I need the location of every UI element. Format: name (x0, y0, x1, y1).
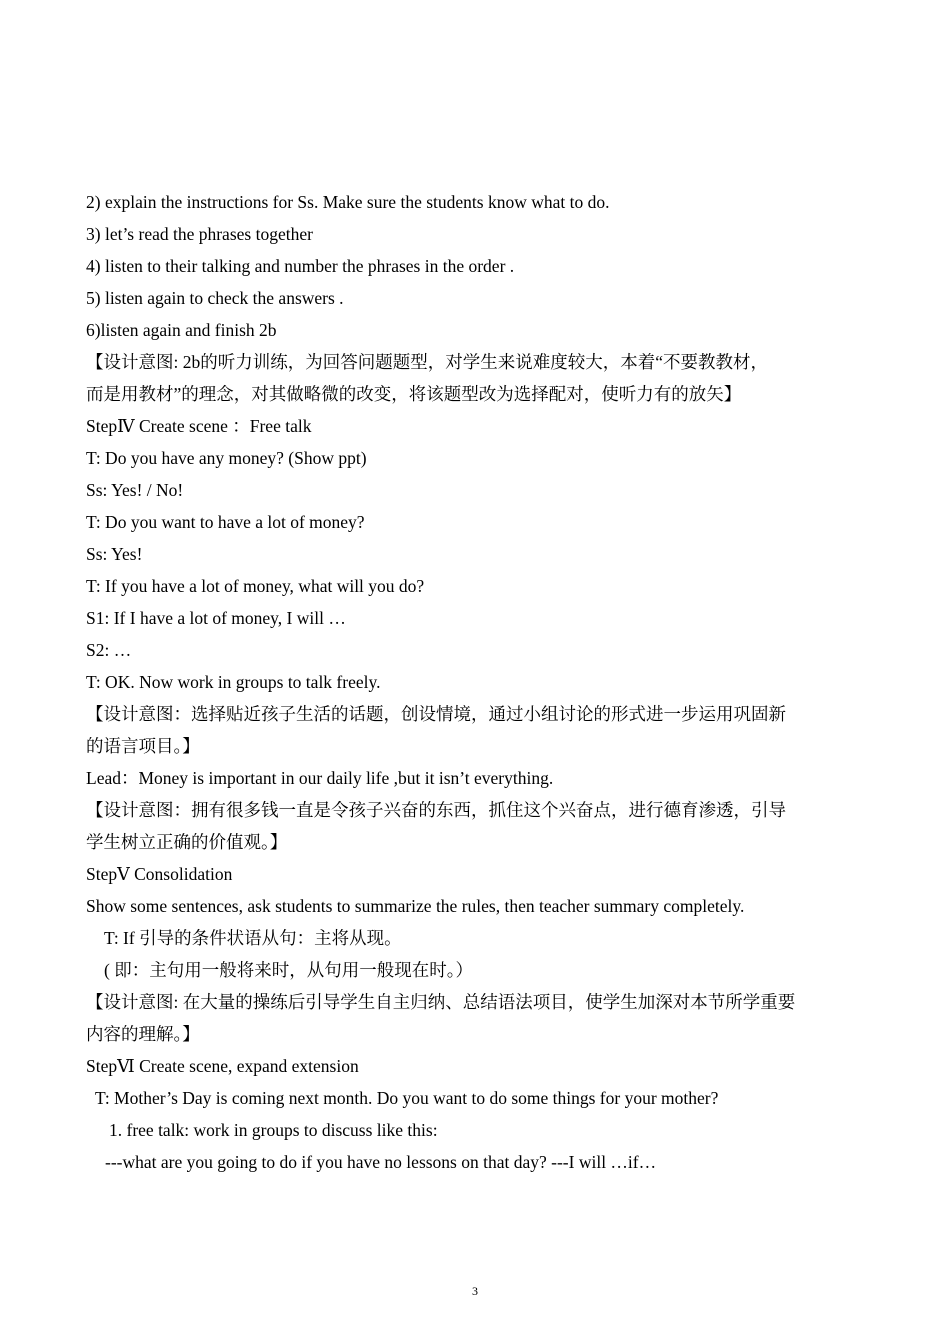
step-heading: StepⅤ Consolidation (86, 864, 233, 884)
document-body (86, 186, 866, 1178)
step-heading: StepⅥ Create scene, expand extension (86, 1056, 359, 1076)
text-line: ---what are you going to do if you have no lessons on that day? ---I will …if… (105, 1152, 657, 1172)
grammar-rule: T: If 引导的条件状语从句：主将从现。 (104, 928, 402, 948)
numbered-item: 1. free talk: work in groups to discuss like this: (109, 1120, 438, 1140)
text-line: Lead：Money is important in our daily life ,but it isn’t everything. (86, 768, 554, 788)
dialogue-line: Ss: Yes! / No! (86, 480, 184, 500)
text-line: 3) let’s read the phrases together (86, 224, 313, 244)
dialogue-line: T: If you have a lot of money, what will you do? (86, 576, 425, 596)
design-intent-note: 【设计意图：选择贴近孩子生活的话题，创设情境，通过小组讨论的形式进一步运用巩固新 (86, 704, 786, 724)
text-line: 6)listen again and finish 2b (86, 320, 277, 340)
text-line: 2) explain the instructions for Ss. Make sure the students know what to do. (86, 192, 610, 212)
page-number: 3 (472, 1284, 478, 1298)
dialogue-line: S1: If I have a lot of money, I will … (86, 608, 346, 628)
step-heading: StepⅣ Create scene ：Free talk (86, 416, 312, 436)
text-line: Show some sentences, ask students to summarize the rules, then teacher summary completely. (86, 896, 745, 916)
grammar-rule-note: ( 即：主句用一般将来时，从句用一般现在时。） (104, 960, 473, 980)
design-intent-note: 【设计意图：拥有很多钱一直是令孩子兴奋的东西，抓住这个兴奋点，进行德育渗透，引导 (86, 800, 786, 820)
dialogue-line: T: Mother’s Day is coming next month. Do you want to do some things for your mother? (95, 1088, 719, 1108)
design-intent-note: 内容的理解。】 (86, 1024, 200, 1044)
design-intent-note: 学生树立正确的价值观。】 (86, 832, 288, 852)
dialogue-line: S2: … (86, 640, 132, 660)
design-intent-note: 【设计意图: 在大量的操练后引导学生自主归纳、总结语法项目，使学生加深对本节所学重要 (86, 992, 796, 1012)
text-line: 5) listen again to check the answers . (86, 288, 344, 308)
text-line: 4) listen to their talking and number the phrases in the order . (86, 256, 515, 276)
dialogue-line: T: OK. Now work in groups to talk freely. (86, 672, 381, 692)
dialogue-line: T: Do you have any money? (Show ppt) (86, 448, 367, 468)
dialogue-line: T: Do you want to have a lot of money? (86, 512, 365, 532)
design-intent-note: 的语言项目。】 (86, 736, 200, 756)
design-intent-note: 而是用教材”的理念，对其做略微的改变，将该题型改为选择配对，使听力有的放矢】 (86, 384, 742, 404)
dialogue-line: Ss: Yes! (86, 544, 143, 564)
design-intent-note: 【设计意图: 2b的听力训练，为回答问题题型，对学生来说难度较大，本着“不要教教材， (86, 352, 769, 372)
